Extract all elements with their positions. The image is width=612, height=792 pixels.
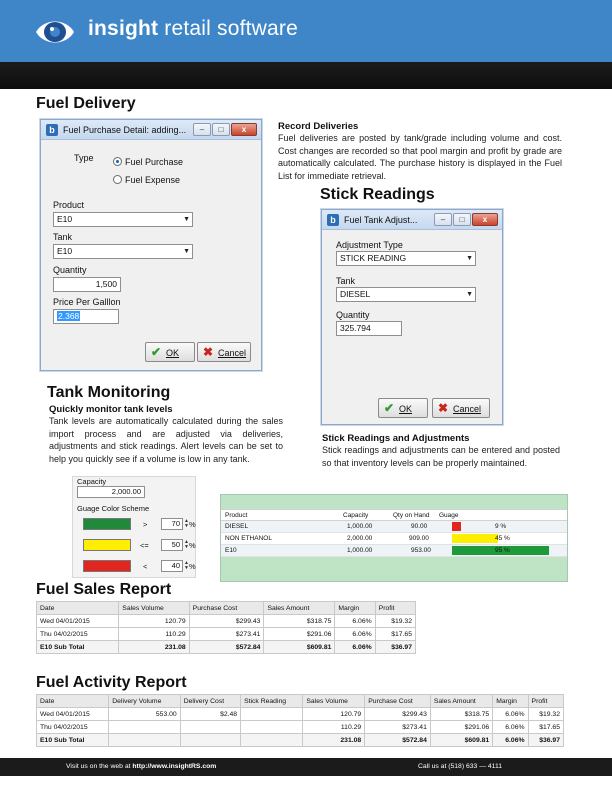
col-qty-on-hand[interactable]: Qty on Hand [393, 512, 430, 519]
cell-qty: 953.00 [411, 547, 431, 554]
level-high-swatch[interactable] [83, 518, 131, 530]
cell: 231.08 [119, 641, 189, 654]
spinner-arrows-icon[interactable]: ▲ ▼ [184, 518, 189, 529]
radio-dot-icon [113, 157, 122, 166]
col-sales-amount[interactable]: Sales Amount [264, 602, 335, 615]
spinner-arrows-icon[interactable]: ▲ ▼ [184, 560, 189, 571]
tank-monitoring-text: Tank levels are automatically calculated during the sales import process and are adjusted via deliveries, adjustments and stick readings. Alert levels can be set to help you quickly see if a volume is low in any tank. [49, 416, 283, 464]
close-icon[interactable]: x [231, 123, 257, 136]
level-high-input[interactable]: 70 [161, 518, 183, 530]
cell: $318.75 [264, 615, 335, 628]
activity-report-table [36, 694, 564, 747]
level-low-input[interactable]: 40 [161, 560, 183, 572]
table-row[interactable] [221, 545, 567, 557]
gauge-percent: 9 % [495, 523, 507, 530]
chevron-down-icon: ▼ [183, 216, 190, 223]
cell: 6.06% [493, 734, 528, 747]
gauge-settings-panel [72, 476, 196, 578]
col-capacity[interactable]: Capacity [343, 512, 369, 519]
col-product[interactable]: Product [225, 512, 248, 519]
spinner-arrows-icon[interactable]: ▲ ▼ [184, 539, 189, 550]
sales-report-heading: Fuel Sales Report [36, 581, 172, 598]
window-title: Fuel Purchase Detail: adding... [63, 125, 187, 135]
cell: Wed 04/01/2015 [37, 708, 109, 721]
cell: 6.06% [335, 615, 375, 628]
level-low-swatch[interactable] [83, 560, 131, 572]
col-gauge[interactable]: Guage [439, 512, 459, 519]
cell: $299.43 [189, 615, 264, 628]
quantity-input[interactable]: 1,500 [53, 277, 121, 292]
cell: Wed 04/01/2015 [37, 615, 119, 628]
maximize-icon[interactable]: □ [453, 213, 471, 226]
cell: 6.06% [335, 641, 375, 654]
cell [180, 721, 240, 734]
ok-button[interactable]: ✔ OK [378, 398, 428, 418]
col-margin[interactable]: Margin [493, 695, 528, 708]
level-mid-swatch[interactable] [83, 539, 131, 551]
app-icon: b [46, 124, 58, 136]
table-row[interactable] [37, 708, 564, 721]
adjustment-type-label: Adjustment Type [336, 240, 403, 250]
adjustment-type-select[interactable]: STICK READING ▼ [336, 251, 476, 266]
cell-product: E10 [225, 547, 237, 554]
checkmark-icon: ✔ [150, 345, 162, 359]
app-icon: b [327, 214, 339, 226]
percent-unit: % [189, 520, 196, 529]
cell: 6.06% [335, 628, 375, 641]
tank-label: Tank [336, 276, 356, 286]
cell: $291.06 [264, 628, 335, 641]
fuel-tank-adjust-window [321, 209, 503, 425]
subtotal-row [37, 641, 416, 654]
gauge-percent: 95 % [495, 547, 510, 554]
cell: 110.29 [303, 721, 365, 734]
col-date[interactable]: Date [37, 602, 119, 615]
cell: 231.08 [303, 734, 365, 747]
cell: $291.06 [430, 721, 492, 734]
tank-monitoring-heading: Tank Monitoring [47, 384, 171, 401]
fuel-purchase-window [40, 119, 262, 371]
cell: E10 Sub Total [37, 641, 119, 654]
eye-logo-icon [34, 14, 76, 50]
table-header-row [37, 695, 564, 708]
cancel-x-icon: ✖ [437, 401, 449, 415]
table-row[interactable] [37, 615, 416, 628]
cell [109, 721, 180, 734]
minimize-icon[interactable]: – [193, 123, 211, 136]
cell-qty: 90.00 [411, 523, 428, 530]
record-deliveries-title: Record Deliveries [278, 121, 359, 132]
cell: $19.32 [528, 708, 563, 721]
quantity-label: Quantity [336, 310, 370, 320]
cancel-button[interactable]: ✖ Cancel [197, 342, 251, 362]
cell: $318.75 [430, 708, 492, 721]
brand-name: insight retail software [88, 17, 298, 40]
footer-website: Visit us on the web at http://www.insightRS.com [66, 763, 217, 770]
phone-number[interactable]: (518) 633 — 4111 [448, 763, 503, 770]
percent-unit: % [189, 541, 196, 550]
col-stick-reading[interactable]: Stick Reading [241, 695, 303, 708]
cell: Thu 04/02/2015 [37, 628, 119, 641]
col-date[interactable]: Date [37, 695, 109, 708]
cell: $36.97 [528, 734, 563, 747]
cell: $273.41 [189, 628, 264, 641]
quantity-label: Quantity [53, 265, 87, 275]
activity-report-heading: Fuel Activity Report [36, 674, 187, 691]
table-row[interactable] [37, 628, 416, 641]
cell: $273.41 [365, 721, 431, 734]
cell [180, 734, 240, 747]
tank-label: Tank [53, 232, 73, 242]
cell: E10 Sub Total [37, 734, 109, 747]
cell: $2.48 [180, 708, 240, 721]
chevron-down-icon: ▼ [466, 255, 473, 262]
gauge-bar [452, 522, 461, 531]
header-banner [0, 0, 612, 62]
cell: 6.06% [493, 721, 528, 734]
window-titlebar[interactable] [41, 120, 261, 140]
fuel-delivery-heading: Fuel Delivery [36, 95, 136, 112]
cell [241, 734, 303, 747]
stick-readings-subtitle: Stick Readings and Adjustments [322, 433, 470, 444]
tank-monitoring-subtitle: Quickly monitor tank levels [49, 404, 173, 415]
subtotal-row [37, 734, 564, 747]
chevron-down-icon: ▼ [183, 248, 190, 255]
cell: $36.97 [375, 641, 415, 654]
cell [241, 708, 303, 721]
cell: $299.43 [365, 708, 431, 721]
cell: $609.81 [264, 641, 335, 654]
cell: 120.79 [303, 708, 365, 721]
product-select[interactable]: E10 ▼ [53, 212, 193, 227]
cell-product: NON ETHANOL [225, 535, 272, 542]
col-sales-volume[interactable]: Sales Volume [119, 602, 189, 615]
cell: $572.84 [365, 734, 431, 747]
gauge-bar [452, 534, 498, 543]
cell: 553.00 [109, 708, 180, 721]
website-link[interactable]: http://www.insightRS.com [132, 763, 217, 770]
ok-button[interactable]: ✔ OK [145, 342, 195, 362]
cell: Thu 04/02/2015 [37, 721, 109, 734]
cancel-x-icon: ✖ [202, 345, 214, 359]
cell: $17.65 [528, 721, 563, 734]
col-delivery-volume[interactable]: Delivery Volume [109, 695, 180, 708]
product-label: Product [53, 200, 85, 210]
col-delivery-cost[interactable]: Delivery Cost [180, 695, 240, 708]
col-profit[interactable]: Profit [528, 695, 563, 708]
stick-readings-text: Stick readings and adjustments can be entered and posted so that inventory levels can be properly maintained. [322, 445, 560, 468]
footer-phone: Call us at (518) 633 — 4111 [418, 763, 503, 770]
cell: $572.84 [189, 641, 264, 654]
stick-readings-heading: Stick Readings [320, 186, 435, 203]
radio-dot-icon [113, 175, 122, 184]
cell [109, 734, 180, 747]
col-sales-amount[interactable]: Sales Amount [430, 695, 492, 708]
sales-report-table [36, 601, 416, 654]
cell: 110.29 [119, 628, 189, 641]
price-label: Price Per Galllon [53, 297, 121, 307]
quantity-input[interactable]: 325.794 [336, 321, 402, 336]
footer-bar [0, 758, 612, 776]
cell-capacity: 1,000.00 [347, 523, 373, 530]
fuel-expense-radio[interactable]: Fuel Expense [113, 175, 180, 185]
price-input[interactable]: 2.368 [53, 309, 119, 324]
chevron-down-icon: ▼ [466, 291, 473, 298]
cell-capacity: 2,000.00 [347, 535, 373, 542]
maximize-icon[interactable]: □ [212, 123, 230, 136]
capacity-label: Capacity [77, 477, 107, 486]
level-high-operator: > [143, 520, 148, 529]
checkmark-icon: ✔ [383, 401, 395, 415]
percent-unit: % [189, 562, 196, 571]
table-row[interactable] [221, 521, 567, 533]
minimize-icon[interactable]: – [434, 213, 452, 226]
cancel-button[interactable]: ✖ Cancel [432, 398, 490, 418]
type-label: Type [74, 153, 94, 163]
fuel-purchase-radio[interactable]: Fuel Purchase [113, 157, 183, 167]
table-header-row [37, 602, 416, 615]
table-row[interactable] [37, 721, 564, 734]
window-title: Fuel Tank Adjust... [344, 215, 418, 225]
grid-header [221, 509, 567, 521]
cell-capacity: 1,000.00 [347, 547, 373, 554]
col-sales-volume[interactable]: Sales Volume [303, 695, 365, 708]
level-mid-input[interactable]: 50 [161, 539, 183, 551]
tank-select[interactable]: E10 ▼ [53, 244, 193, 259]
cell: 6.06% [493, 708, 528, 721]
table-row[interactable] [221, 533, 567, 545]
col-purchase-cost[interactable]: Purchase Cost [365, 695, 431, 708]
level-mid-operator: <= [140, 541, 149, 550]
record-deliveries-text: Fuel deliveries are posted by tank/grade including volume and cost. Cost changes are recorded so that pool margin and profit by grade are automatically calculated. The purchase history is displayed in the Fuel List for immediate retrieval. [278, 133, 562, 181]
tank-select[interactable]: DIESEL ▼ [336, 287, 476, 302]
gauge-percent: 45 % [495, 535, 510, 542]
cell: 120.79 [119, 615, 189, 628]
capacity-input[interactable]: 2,000.00 [77, 486, 145, 498]
window-titlebar[interactable] [322, 210, 502, 230]
cell: $609.81 [430, 734, 492, 747]
color-scheme-label: Guage Color Scheme [77, 504, 150, 513]
cell-product: DIESEL [225, 523, 249, 530]
level-low-operator: < [143, 562, 148, 571]
col-profit[interactable]: Profit [375, 602, 415, 615]
cell: $19.32 [375, 615, 415, 628]
header-band [0, 62, 612, 89]
tank-gauge-grid [220, 494, 568, 582]
col-margin[interactable]: Margin [335, 602, 375, 615]
cell [241, 721, 303, 734]
cell: $17.65 [375, 628, 415, 641]
col-purchase-cost[interactable]: Purchase Cost [189, 602, 264, 615]
cell-qty: 909.00 [409, 535, 429, 542]
close-icon[interactable]: x [472, 213, 498, 226]
